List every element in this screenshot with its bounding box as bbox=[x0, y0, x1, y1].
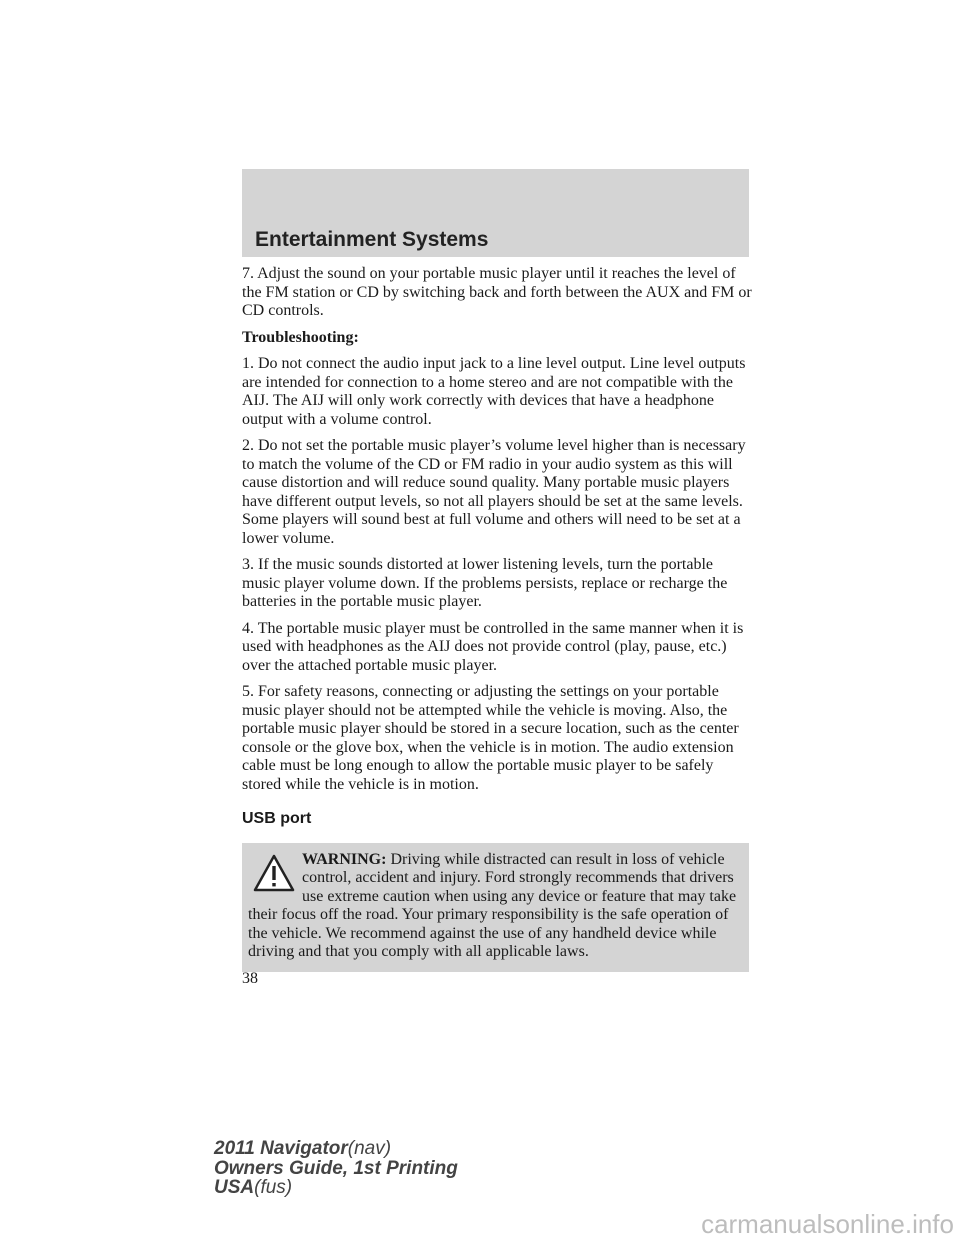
footer-line-2: Owners Guide, 1st Printing bbox=[214, 1157, 458, 1179]
footer-market: USA bbox=[214, 1177, 255, 1198]
footer bbox=[214, 1139, 458, 1198]
section-title: Entertainment Systems bbox=[255, 228, 489, 251]
usb-port-heading: USB port bbox=[242, 810, 312, 827]
warning-text: Driving while distracted can result in loss of vehicle control, accident and injury. Ford strongly recommends that drivers use extreme caution when using any device or feature that may take their focus off the road. Your primary responsibility is the safe operation of the vehicle. We recommend against the use of any handheld device while driving and that you comply with all applicable laws. bbox=[248, 850, 737, 960]
watermark: carmanualsonline.info bbox=[701, 1209, 954, 1239]
troubleshooting-item-3: 3. If the music sounds distorted at lower listening levels, turn the portable music player volume down. If the problems persists, replace or recharge the batteries in the portable music player. bbox=[242, 556, 728, 610]
troubleshooting-heading: Troubleshooting: bbox=[242, 328, 359, 346]
footer-line-1 bbox=[214, 1139, 458, 1159]
footer-line-3 bbox=[214, 1178, 458, 1198]
footer-model-code: (nav) bbox=[347, 1138, 392, 1159]
page-content bbox=[242, 265, 752, 972]
troubleshooting-item-5: 5. For safety reasons, connecting or adjusting the settings on your portable music player should not be attempted while the vehicle is moving. Also, the portable music player should be stored in a secure location, such as the center console or the glove box, when the vehicle is in motion. The audio extension cable must be long enough to allow the portable music player to be safely stored while the vehicle is in motion. bbox=[242, 683, 739, 793]
troubleshooting-item-1: 1. Do not connect the audio input jack to a line level output. Line level outputs are intended for connection to a home stereo and are not compatible with the AIJ. The AIJ will only work correctly with devices that have a headphone output with a volume control. bbox=[242, 355, 746, 428]
troubleshooting-item-2: 2. Do not set the portable music player’s volume level higher than is necessary to match the volume of the CD or FM radio in your audio system as this will cause distortion and will reduce sound quality. Many portable music players have different output levels, so not all players should be set at the same levels. Some players will sound best at full volume and others will need to be set at a lower volume. bbox=[242, 437, 746, 547]
page-number: 38 bbox=[242, 970, 258, 987]
warning-label: WARNING: bbox=[302, 850, 387, 868]
footer-market-code: (fus) bbox=[254, 1177, 293, 1198]
warning-box bbox=[242, 843, 749, 972]
troubleshooting-item-4: 4. The portable music player must be controlled in the same manner when it is used with headphones as the AIJ does not provide control (play, pause, etc.) over the attached portable music player. bbox=[242, 619, 744, 674]
warning-triangle-icon bbox=[252, 853, 296, 893]
footer-model: 2011 Navigator bbox=[214, 1138, 348, 1159]
paragraph-step-7: 7. Adjust the sound on your portable music player until it reaches the level of the FM station or CD by switching back and forth between the AUX and FM or CD controls. bbox=[242, 265, 752, 319]
